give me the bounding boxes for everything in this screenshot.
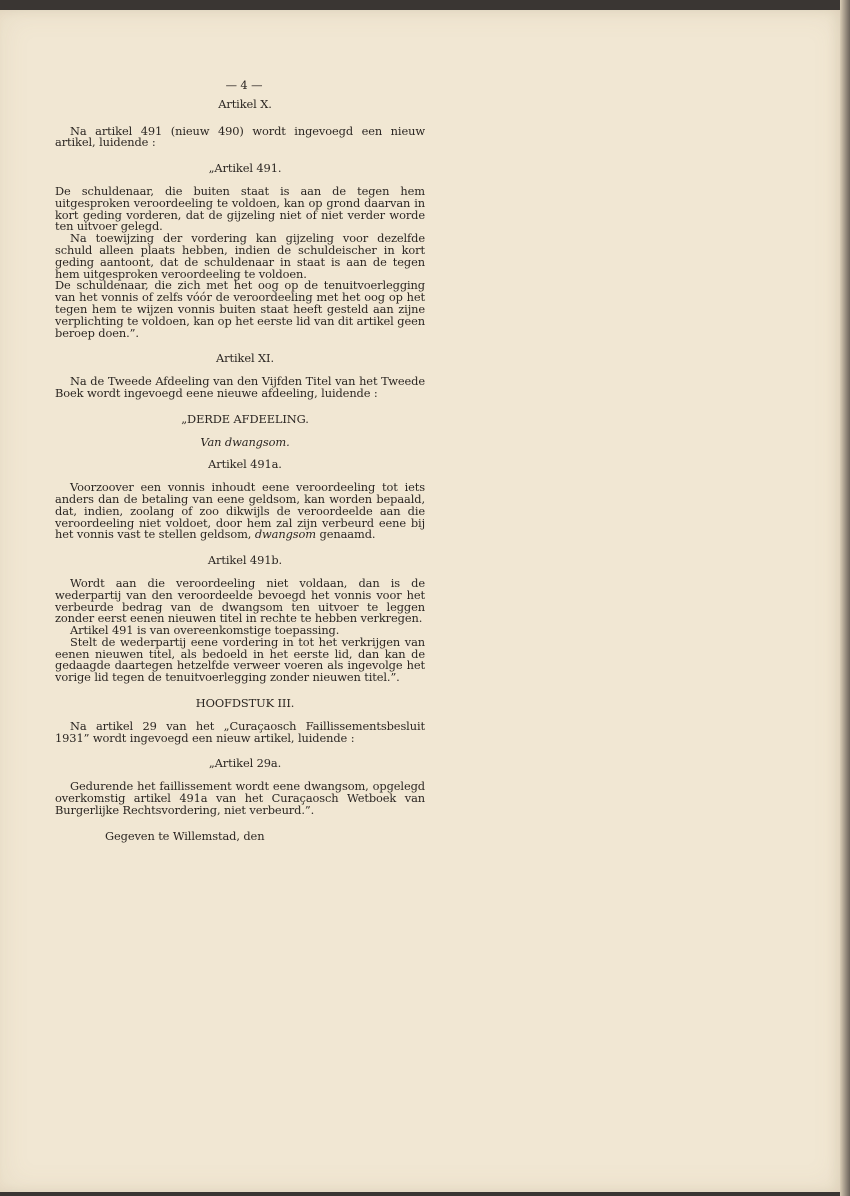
- heading-artikel-xi: Artikel XI.: [216, 351, 274, 366]
- heading-artikel-29a: „Artikel 29a.: [208, 756, 282, 771]
- paragraph: Gedurende het faillissement wordt eene dwangsom, opgelegd overkomstig artikel 491a van het Curaçaosch Wetboek van Burgerlijke Rechtsvordering, niet verbeurd.”.: [55, 779, 425, 817]
- paragraph: De schuldenaar, die zich met het oog op de tenuitvoerlegging van het vonnis of zelfs vóór de veroordeeling met het oog op het tegen hem te wijzen vonnis buiten staat heeft gesteld aan zijne verplichting te voldoen, kan op het eerste lid van dit artikel geen beroep doen.”.: [55, 278, 425, 340]
- paragraph: Na artikel 29 van het „Curaçaosch Faillissementsbesluit 1931” wordt ingevoegd een nieuw artikel, luidende :: [55, 718, 425, 745]
- paragraph: Na toewijzing der vordering kan gijzeling voor dezelfde schuld alleen plaats hebben, indien de schuldeischer in kort geding aantoont, dat de schuldenaar in staat is aan de tegen hem uitgesproken veroordeeling te voldoen.: [55, 231, 425, 281]
- heading-hoofdstuk-iii: HOOFDSTUK III.: [195, 696, 295, 711]
- text-run: Voorzoover een vonnis inhoudt eene veroordeeling tot iets anders dan de betaling van eene geldsom, kan worden bepaald, dat, indien, zoolang of zoo dikwijls de veroordeelde aan die veroordeeling niet voldoet, door hem zal zijn verbeurd eene bij het vonnis vast te stellen geldsom,: [55, 480, 425, 542]
- heading-artikel-491: „Artikel 491.: [208, 161, 282, 176]
- page-edge-shadow: [840, 0, 850, 1196]
- heading-artikel-x: Artikel X.: [218, 96, 272, 111]
- paragraph: [55, 482, 425, 541]
- paragraph: Na artikel 491 (nieuw 490) wordt ingevoegd een nieuw artikel, luidende :: [55, 123, 425, 150]
- text-run: genaamd.: [319, 527, 376, 542]
- paragraph: De schuldenaar, die buiten staat is aan de tegen hem uitgesproken veroordeeling te voldoen, kan op grond daarvan in kort geding vorderen, dat de gijzeling niet of niet verder worde ten uitvoer gelegd.: [55, 183, 425, 234]
- heading-van-dwangsom: Van dwangsom.: [200, 434, 290, 449]
- text-run-italic: dwangsom: [254, 527, 317, 542]
- text-column: [55, 80, 425, 842]
- closing-line: Gegeven te Willemstad, den: [105, 828, 265, 843]
- heading-artikel-491a: Artikel 491a.: [208, 457, 282, 472]
- heading-artikel-491b: Artikel 491b.: [207, 553, 283, 568]
- document-page: [0, 10, 842, 1192]
- heading-derde-afdeeling: „DERDE AFDEELING.: [181, 411, 309, 426]
- paragraph: Wordt aan die veroordeeling niet voldaan, dan is de wederpartij van den veroordeelde bevoegd het vonnis voor het verbeurde bedrag van de dwangsom ten uitvoer te leggen zonder eerst eenen nieuwen titel in rechte te hebben verkregen.: [55, 575, 425, 626]
- page-number: — 4 —: [225, 78, 263, 92]
- paragraph: Na de Tweede Afdeeling van den Vijfden Titel van het Tweede Boek wordt ingevoegd eene nieuwe afdeeling, luidende :: [55, 374, 425, 400]
- paragraph: Artikel 491 is van overeenkomstige toepassing.: [70, 623, 340, 638]
- paragraph: Stelt de wederpartij eene vordering in tot het verkrijgen van eenen nieuwen titel, als bedoeld in het eerste lid, dan kan de gedaagde daartegen hetzelfde verweer voeren als ingevolge het vorige lid tegen de tenuitvoerlegging zonder nieuwen titel.”.: [55, 634, 425, 685]
- show-through-text: [420, 105, 800, 117]
